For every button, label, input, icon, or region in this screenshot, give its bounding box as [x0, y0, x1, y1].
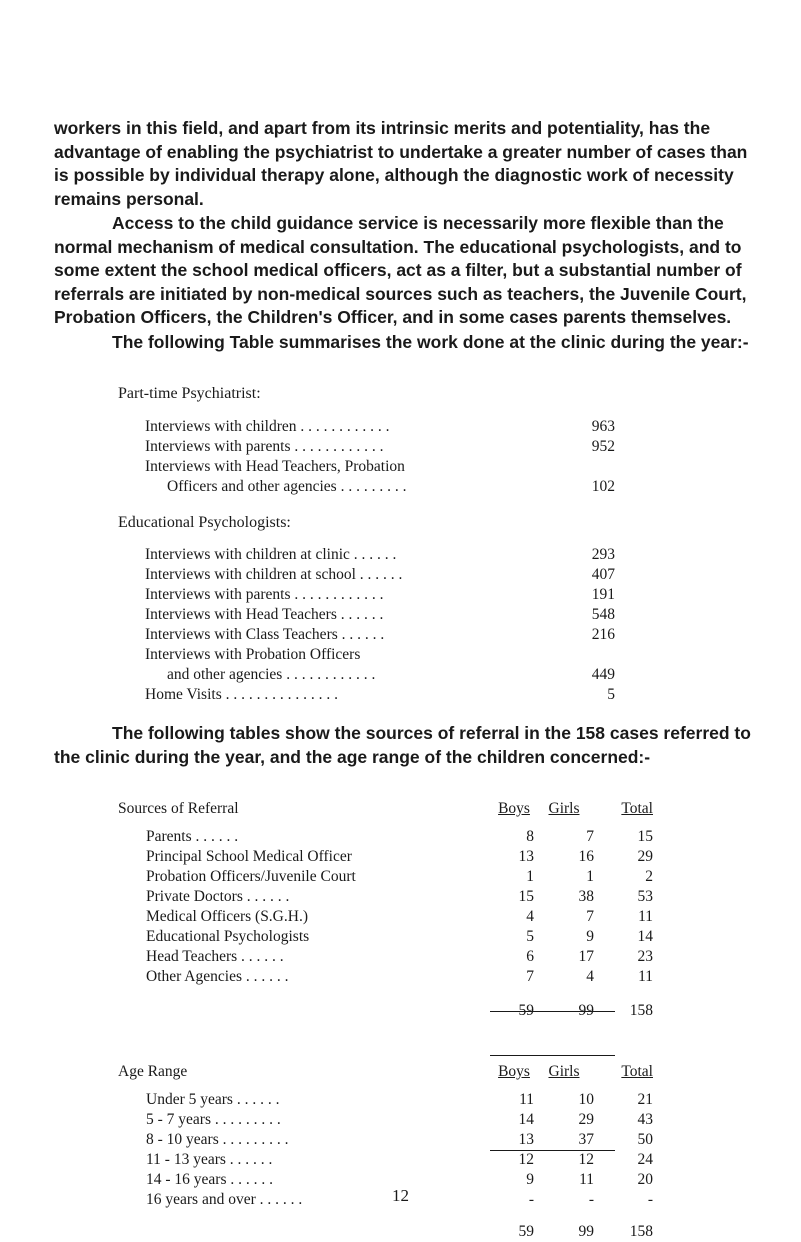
list-item [145, 665, 615, 685]
age-range-table [118, 1060, 653, 1242]
cell-boys: 1 [526, 868, 534, 885]
table-row [118, 1150, 653, 1170]
cell-girls: 12 [578, 1151, 594, 1168]
table-row [118, 827, 653, 847]
row-label: Private Doctors . . . . . . [146, 888, 290, 905]
table-row [118, 967, 653, 987]
total-boys: 59 [518, 1223, 534, 1240]
list-item-label: Officers and other agencies . . . . . . . . . [167, 478, 407, 495]
educational-list [145, 545, 615, 705]
cell-total: 15 [637, 828, 653, 845]
list-item-label: Home Visits . . . . . . . . . . . . . . . [145, 686, 338, 703]
list-item [145, 437, 615, 457]
list-item [145, 645, 615, 665]
total-girls: 99 [578, 1223, 594, 1240]
table-header-row [118, 1060, 653, 1084]
list-item-value: 216 [591, 626, 615, 643]
cell-total: 24 [637, 1151, 653, 1168]
totals-row [118, 1222, 653, 1242]
table-row [118, 947, 653, 967]
list-item-label: and other agencies . . . . . . . . . . . . [167, 666, 376, 683]
list-item-label: Interviews with Class Teachers . . . . . . [145, 626, 385, 643]
educational-heading: Educational Psychologists: [118, 514, 291, 531]
row-label: Other Agencies . . . . . . [146, 968, 289, 985]
row-label: 11 - 13 years . . . . . . [146, 1151, 273, 1168]
table-row [118, 867, 653, 887]
row-label: Parents . . . . . . [146, 828, 239, 845]
table-row [118, 927, 653, 947]
cell-boys: 12 [518, 1151, 534, 1168]
table-row [118, 887, 653, 907]
cell-total: 23 [637, 948, 653, 965]
paragraph-3: The following Table summarises the work done at the clinic during the year:- [112, 332, 749, 352]
list-item-value: 102 [591, 478, 615, 495]
table-row [118, 1110, 653, 1130]
cell-boys: 6 [526, 948, 534, 965]
cell-boys: 8 [526, 828, 534, 845]
column-header-total: Total [621, 1063, 653, 1080]
list-item-value: 449 [591, 666, 615, 683]
list-item-label: Interviews with children . . . . . . . . . . . . [145, 418, 390, 435]
paragraph-4: The following tables show the sources of referral in the 158 cases referred to the clinic during the year, and the age range of the children concerned:- [54, 723, 751, 767]
total-rule [490, 1055, 615, 1056]
cell-girls: 9 [586, 928, 594, 945]
list-item-value: 548 [591, 606, 615, 623]
list-item-label: Interviews with children at school . . . . . . [145, 566, 403, 583]
cell-boys: 14 [518, 1111, 534, 1128]
row-label: Principal School Medical Officer [146, 848, 352, 865]
row-label: 8 - 10 years . . . . . . . . . [146, 1131, 289, 1148]
cell-boys: 4 [526, 908, 534, 925]
page-number: 12 [392, 1186, 409, 1205]
cell-girls: - [588, 1191, 594, 1208]
cell-total: 11 [638, 908, 653, 925]
age-total-rule [490, 1150, 615, 1151]
row-label: 16 years and over . . . . . . [146, 1191, 303, 1208]
cell-girls: 7 [586, 828, 594, 845]
cell-girls: 29 [578, 1111, 594, 1128]
row-label: Probation Officers/Juvenile Court [146, 868, 356, 885]
list-item-value: 407 [591, 566, 615, 583]
column-header-total: Total [621, 800, 653, 817]
row-label: 5 - 7 years . . . . . . . . . [146, 1111, 281, 1128]
cell-boys: 13 [518, 848, 534, 865]
cell-total: 11 [638, 968, 653, 985]
cell-girls: 7 [586, 908, 594, 925]
total-boys: 59 [518, 1002, 534, 1019]
paragraph-1: workers in this field, and apart from its intrinsic merits and potentiality, has the advantage of enabling the psychiatrist to undertake a greater number of cases than is possible by individual therapy alone, although the diagnostic work of necessity remains personal. [54, 118, 748, 209]
list-item-value: 191 [591, 586, 615, 603]
cell-total: - [647, 1191, 653, 1208]
table-header-row [118, 797, 653, 821]
column-header-girls: Girls [548, 800, 580, 817]
cell-boys: 15 [518, 888, 534, 905]
cell-boys: 5 [526, 928, 534, 945]
row-label: Medical Officers (S.G.H.) [146, 908, 308, 925]
row-label: 14 - 16 years . . . . . . [146, 1171, 273, 1188]
table-row [118, 1090, 653, 1110]
cell-total: 14 [637, 928, 653, 945]
cell-girls: 38 [578, 888, 594, 905]
psychiatrist-list [145, 417, 615, 497]
list-item-label: Interviews with parents . . . . . . . . . . . . [145, 438, 384, 455]
total-girls: 99 [578, 1002, 594, 1019]
age-table-title: Age Range [118, 1063, 188, 1080]
list-item-label: Interviews with Head Teachers, Probation [145, 458, 405, 475]
cell-total: 20 [637, 1171, 653, 1188]
referral-table-title: Sources of Referral [118, 800, 239, 817]
column-header-girls: Girls [548, 1063, 580, 1080]
total-total: 158 [629, 1002, 653, 1019]
row-label: Head Teachers . . . . . . [146, 948, 284, 965]
psychiatrist-heading: Part-time Psychiatrist: [118, 385, 261, 402]
list-item-value: 5 [607, 686, 615, 703]
column-header-boys: Boys [498, 800, 530, 817]
cell-girls: 10 [578, 1091, 594, 1108]
list-item [145, 565, 615, 585]
cell-girls: 17 [578, 948, 594, 965]
cell-boys: 7 [526, 968, 534, 985]
list-item-label: Interviews with Probation Officers [145, 646, 361, 663]
list-item [145, 585, 615, 605]
list-item [145, 625, 615, 645]
table-row [118, 1130, 653, 1150]
list-item [145, 477, 615, 497]
cell-boys: 9 [526, 1171, 534, 1188]
list-item-value: 952 [591, 438, 615, 455]
list-item [145, 457, 615, 477]
list-item-value: 963 [591, 418, 615, 435]
cell-boys: - [528, 1191, 534, 1208]
row-label: Educational Psychologists [146, 928, 310, 945]
list-item-label: Interviews with parents . . . . . . . . . . . . [145, 586, 384, 603]
cell-girls: 4 [586, 968, 594, 985]
list-item [145, 685, 615, 705]
cell-boys: 13 [518, 1131, 534, 1148]
subtotal-rule [490, 1011, 615, 1012]
table-row [118, 907, 653, 927]
cell-boys: 11 [519, 1091, 534, 1108]
list-item-label: Interviews with Head Teachers . . . . . . [145, 606, 384, 623]
cell-girls: 1 [586, 868, 594, 885]
list-item-label: Interviews with children at clinic . . . . . . [145, 546, 397, 563]
cell-total: 21 [637, 1091, 653, 1108]
cell-total: 43 [637, 1111, 653, 1128]
cell-girls: 16 [578, 848, 594, 865]
row-label: Under 5 years . . . . . . [146, 1091, 280, 1108]
paragraph-2: Access to the child guidance service is necessarily more flexible than the normal mechanism of medical consultation. The educational psychologists, and to some extent the school medical officers, act as a filter, but a substantial number of referrals are initiated by non-medical sources such as teachers, the Juvenile Court, Probation Officers, the Children's Officer, and in some cases parents themselves. [54, 213, 747, 327]
cell-girls: 37 [578, 1131, 594, 1148]
list-item [145, 545, 615, 565]
column-header-boys: Boys [498, 1063, 530, 1080]
referral-table [118, 797, 653, 1021]
cell-total: 2 [645, 868, 653, 885]
list-item [145, 417, 615, 437]
list-item [145, 605, 615, 625]
cell-girls: 11 [579, 1171, 594, 1188]
list-item-value: 293 [591, 546, 615, 563]
cell-total: 53 [637, 888, 653, 905]
cell-total: 29 [637, 848, 653, 865]
total-total: 158 [629, 1223, 653, 1240]
table-row [118, 847, 653, 867]
cell-total: 50 [637, 1131, 653, 1148]
